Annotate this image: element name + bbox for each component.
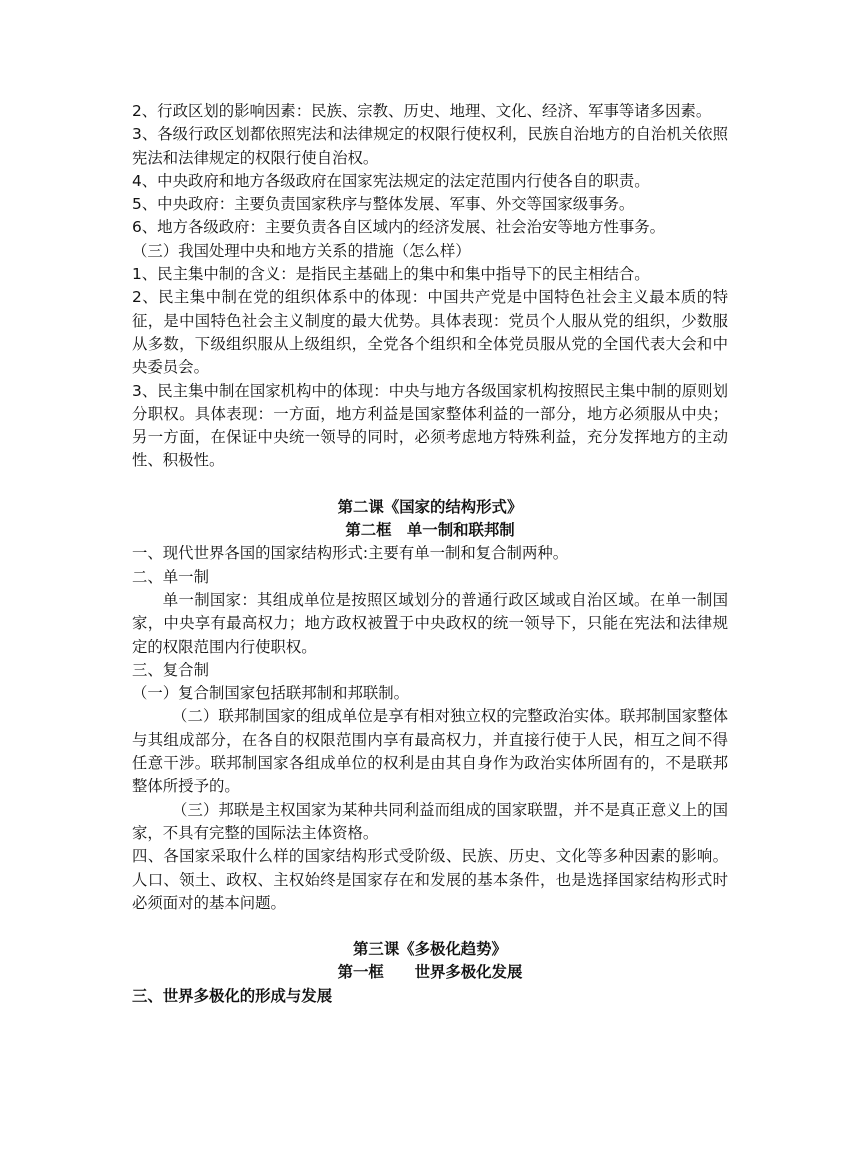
paragraph-confederation: （三）邦联是主权国家为某种共同利益而组成的国家联盟，并不是真正意义上的国家，不具有完整的国际法主体资格。 (132, 800, 728, 842)
document-page (132, 100, 728, 1008)
lesson3-frame-title: 第一框 世界多极化发展 (337, 963, 523, 982)
paragraph-factors: 四、各国家采取什么样的国家结构形式受阶级、民族、历史、文化等多种因素的影响。人口、领土、政权、主权始终是国家存在和发展的基本条件，也是选择国家结构形式时必须面对的基本问题。 (132, 847, 728, 912)
paragraph-compound-types: （一）复合制国家包括联邦制和邦联制。 (132, 684, 410, 703)
paragraph-democratic-centralism-party: 2、民主集中制在党的组织体系中的体现：中国共产党是中国特色社会主义最本质的特征，是中国特色社会主义制度的最大优势。具体表现：党员个人服从党的组织，少数服从多数，下级组织服从上级组织，全党各个组织和全体党员服从党的全国代表大会和中央委员会。 (132, 288, 728, 377)
lesson2-frame-title: 第二框 单一制和联邦制 (345, 521, 515, 540)
lesson3-title: 第三课《多极化趋势》 (353, 940, 507, 959)
paragraph-democratic-centralism-meaning: 1、民主集中制的含义：是指民主基础上的集中和集中指导下的民主相结合。 (132, 265, 650, 284)
paragraph-gov-duties: 4、中央政府和地方各级政府在国家宪法规定的法定范围内行使各自的职责。 (132, 171, 650, 190)
paragraph-admin-rights: 3、各级行政区划都依照宪法和法律规定的权限行使权利，民族自治地方的自治机关依照宪法和法律规定的权限行使自治权。 (132, 125, 728, 167)
section-compound-heading: 三、复合制 (132, 660, 209, 679)
paragraph-local-gov: 6、地方各级政府：主要负责各自区域内的经济发展、社会治安等地方性事务。 (132, 218, 666, 237)
paragraph-central-gov: 5、中央政府：主要负责国家秩序与整体发展、军事、外交等国家级事务。 (132, 195, 635, 214)
paragraph-federation: （二）联邦制国家的组成单位是享有相对独立权的完整政治实体。联邦制国家整体与其组成部分，在各自的权限范围内享有最高权力，并直接行使于人民，相互之间不得任意干涉。联邦制国家各组成单位的权利是由其自身作为政治实体所固有的，不是联邦整体所授予的。 (132, 707, 728, 796)
section-structure-forms: 一、现代世界各国的国家结构形式:主要有单一制和复合制两种。 (132, 544, 569, 563)
paragraph-unitary: 单一制国家：其组成单位是按照区域划分的普通行政区域或自治区域。在单一制国家，中央享有最高权力；地方政权被置于中央政权的统一领导下，只能在宪法和法律规定的权限范围内行使职权。 (132, 590, 728, 656)
paragraph-admin-factors: 2、行政区划的影响因素：民族、宗教、历史、地理、文化、经济、军事等诸多因素。 (132, 102, 712, 120)
section-unitary-heading: 二、单一制 (132, 567, 209, 586)
section-multipolar-heading: 三、世界多极化的形成与发展 (132, 986, 333, 1005)
lesson2-title: 第二课《国家的结构形式》 (337, 497, 523, 516)
subheading-measures: （三）我国处理中央和地方关系的措施（怎么样） (132, 241, 471, 260)
paragraph-democratic-centralism-state: 3、民主集中制在国家机构中的体现：中央与地方各级国家机构按照民主集中制的原则划分职权。具体表现：一方面，地方利益是国家整体利益的一部分，地方必须服从中央；另一方面，在保证中央统一领导的同时，必须考虑地方特殊利益，充分发挥地方的主动性、积极性。 (132, 381, 728, 470)
